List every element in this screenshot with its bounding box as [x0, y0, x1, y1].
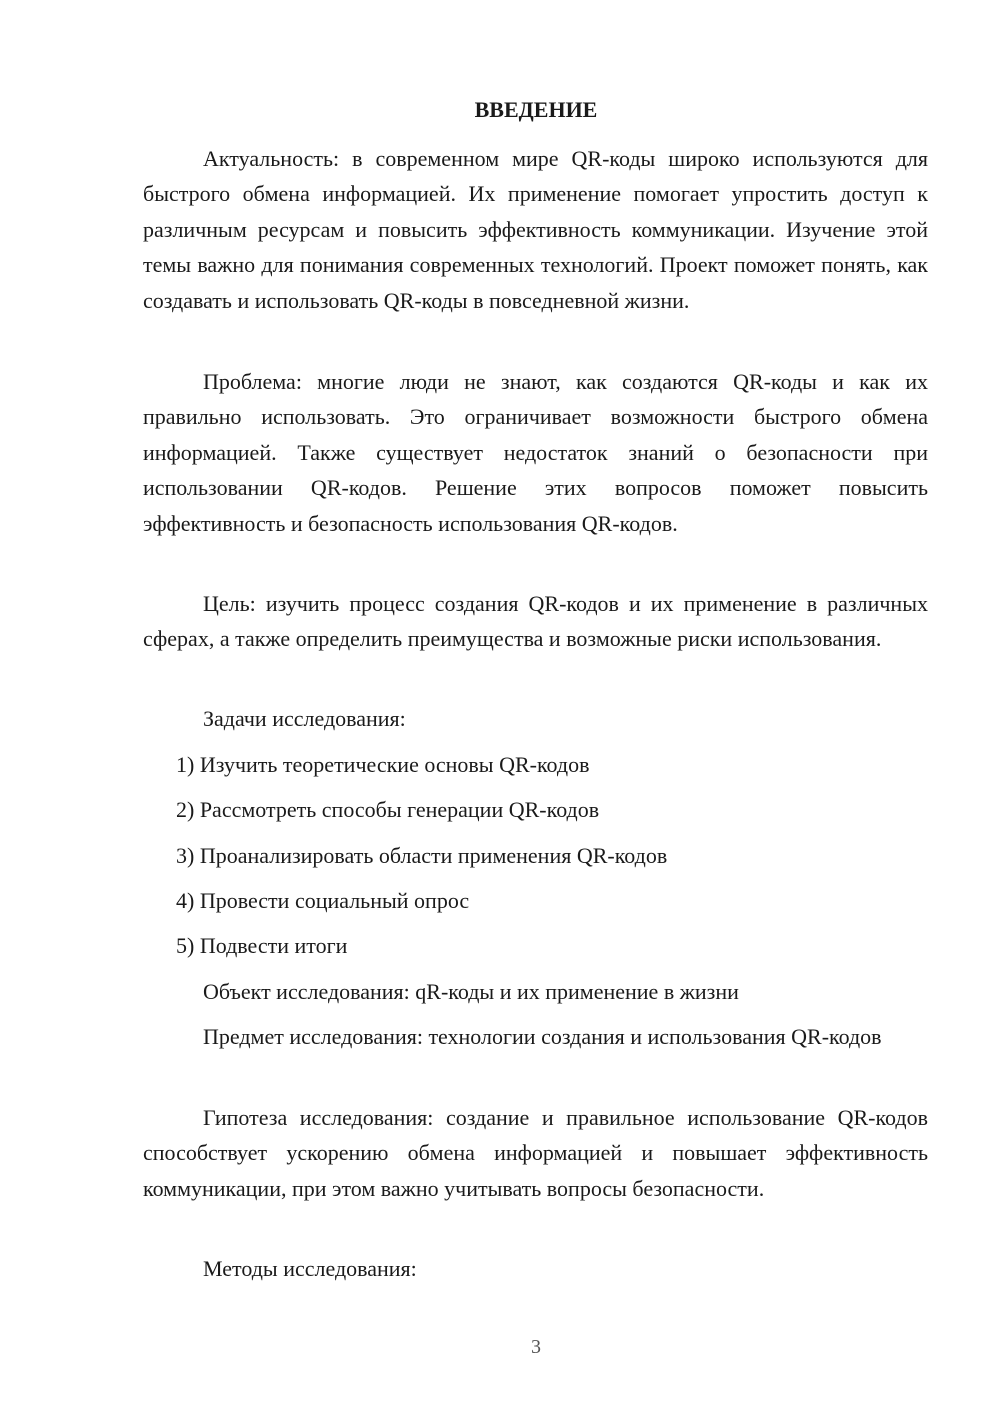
- methods-heading: Методы исследования:: [203, 1256, 417, 1281]
- object-paragraph: Объект исследования: qR-коды и их применение в жизни: [203, 979, 739, 1004]
- problem-paragraph: Проблема: многие люди не знают, как создаются QR-коды и как их правильно использовать. Это ограничивает возможности быстрого обмена информацией. Также существует недостаток знаний о безопасности при использовании QR-кодов. Решение этих вопросов поможет повысить эффективность и безопасность использования QR-кодов.: [143, 369, 928, 536]
- task-item-1: 1) Изучить теоретические основы QR-кодов: [176, 752, 590, 777]
- tasks-heading: Задачи исследования:: [203, 706, 406, 731]
- goal-paragraph: Цель: изучить процесс создания QR-кодов и их применение в различных сферах, а также определить преимущества и возможные риски использования.: [143, 591, 928, 652]
- page-number: 3: [531, 1336, 541, 1358]
- subject-paragraph: Предмет исследования: технологии создания и использования QR-кодов: [203, 1024, 882, 1049]
- task-item-2: 2) Рассмотреть способы генерации QR-кодов: [176, 797, 600, 822]
- page-title: ВВЕДЕНИЕ: [474, 97, 598, 122]
- relevance-paragraph: Актуальность: в современном мире QR-коды широко используются для быстрого обмена информацией. Их применение помогает упростить доступ к различным ресурсам и повысить эффективность коммуникации. Изучение этой темы важно для понимания современных технологий. Проект поможет понять, как создавать и использовать QR-коды в повседневной жизни.: [143, 146, 928, 313]
- task-item-4: 4) Провести социальный опрос: [176, 888, 470, 913]
- task-item-3: 3) Проанализировать области применения QR-кодов: [176, 843, 668, 868]
- hypothesis-paragraph: Гипотеза исследования: создание и правильное использование QR-кодов способствует ускорению обмена информацией и повышает эффективность коммуникации, при этом важно учитывать вопросы безопасности.: [143, 1105, 928, 1201]
- task-item-5: 5) Подвести итоги: [176, 933, 348, 958]
